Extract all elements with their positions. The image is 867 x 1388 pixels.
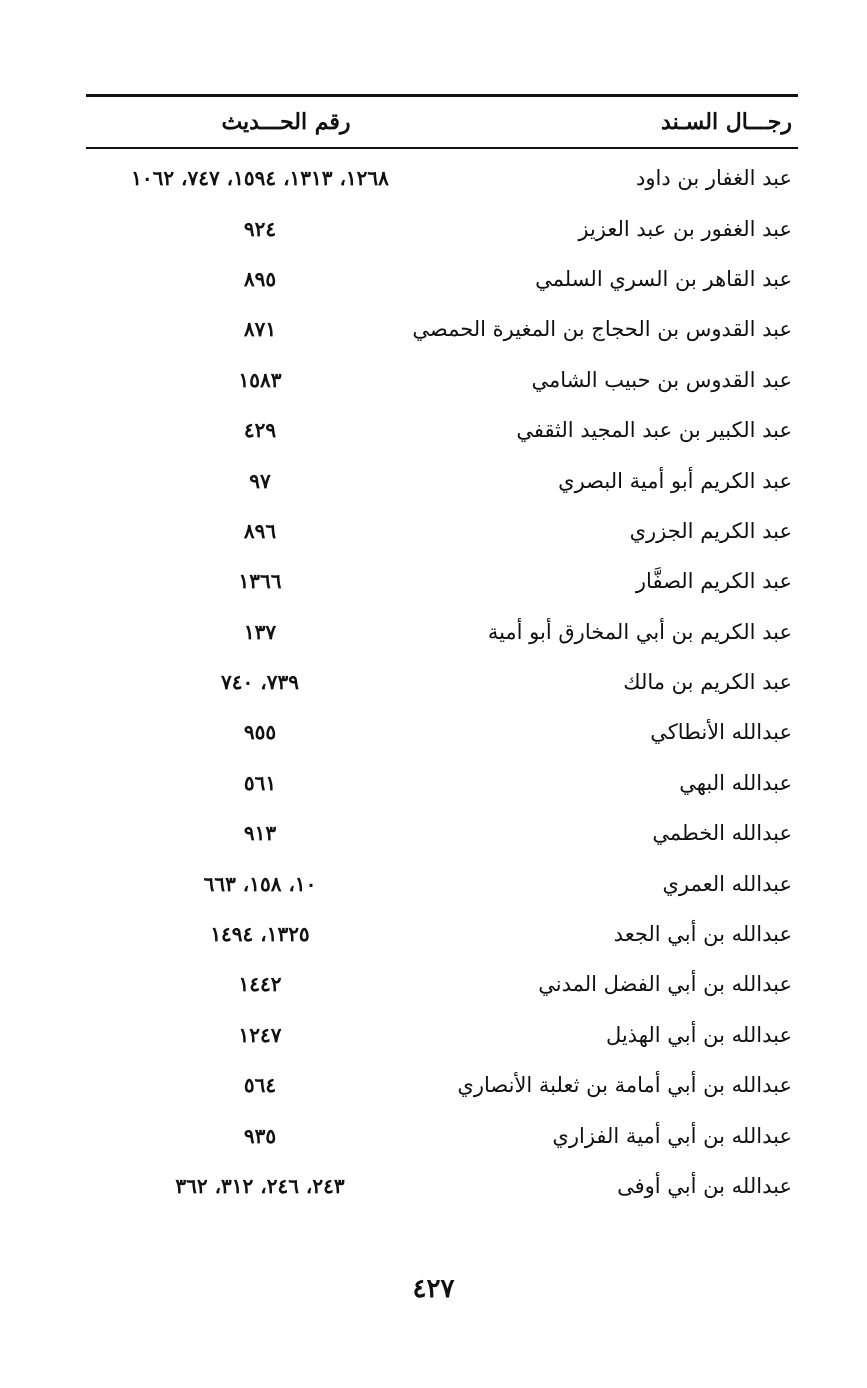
hadith-numbers: ١٠، ١٥٨، ٦٦٣ <box>203 871 317 896</box>
narrator-name: عبدالله بن أبي أمامة بن ثعلبة الأنصاري <box>457 1073 792 1098</box>
narrator-name: عبدالله بن أبي الفضل المدني <box>538 972 792 997</box>
hadith-numbers: ١٢٤٧ <box>238 1022 282 1047</box>
table-row <box>86 556 798 606</box>
hadith-numbers: ٩٣٥ <box>243 1123 277 1148</box>
table-header-row <box>86 97 798 147</box>
header-hadith-number-label: رقم الحـــديث <box>221 109 351 135</box>
hadith-numbers: ١٣٦٦ <box>238 569 282 594</box>
table-row <box>86 304 798 354</box>
narrator-name: عبدالله بن أبي الجعد <box>613 922 792 947</box>
table-header-rule <box>86 147 798 149</box>
narrator-name: عبد القدوس بن الحجاج بن المغيرة الحمصي <box>412 317 792 342</box>
hadith-numbers: ١٢٦٨، ١٣١٣، ١٥٩٤، ٧٤٧، ١٠٦٢ <box>131 166 389 191</box>
hadith-numbers: ٩١٣ <box>243 821 277 846</box>
hadith-numbers: ٨٧١ <box>243 317 277 342</box>
table-row <box>86 506 798 556</box>
hadith-numbers: ١٣٢٥، ١٤٩٤ <box>210 922 310 947</box>
table-row <box>86 909 798 959</box>
hadith-numbers: ٨٩٦ <box>243 518 277 543</box>
table-row <box>86 1010 798 1060</box>
table-row <box>86 808 798 858</box>
table-body <box>86 153 798 1211</box>
table-row <box>86 153 798 203</box>
table-row <box>86 1161 798 1211</box>
table-row <box>86 405 798 455</box>
table-row <box>86 254 798 304</box>
table-row <box>86 355 798 405</box>
hadith-numbers: ٧٣٩، ٧٤٠ <box>221 670 299 695</box>
hadith-numbers: ١٥٨٣ <box>238 367 282 392</box>
table-row <box>86 607 798 657</box>
narrator-name: عبدالله بن أبي أمية الفزاري <box>552 1123 792 1148</box>
narrator-name: عبد القدوس بن حبيب الشامي <box>531 367 792 392</box>
narrator-name: عبدالله البهي <box>679 770 792 795</box>
narrator-name: عبدالله بن أبي الهذيل <box>605 1022 792 1047</box>
hadith-numbers: ١٣٧ <box>243 619 277 644</box>
table-row <box>86 455 798 505</box>
page-number: ٤٢٧ <box>412 1274 455 1304</box>
table-row <box>86 1060 798 1110</box>
table-row <box>86 657 798 707</box>
narrator-name: عبدالله العمري <box>662 871 792 896</box>
hadith-numbers: ٨٩٥ <box>243 266 277 291</box>
narrator-name: عبد الكبير بن عبد المجيد الثقفي <box>516 418 792 443</box>
table-row <box>86 858 798 908</box>
hadith-numbers: ٩٥٥ <box>243 720 277 745</box>
hadith-numbers: ١٤٤٢ <box>238 972 282 997</box>
narrator-name: عبد الكريم الجزري <box>629 518 792 543</box>
narrator-name: عبد الغفار بن داود <box>636 166 792 191</box>
narrator-name: عبد الكريم أبو أمية البصري <box>558 468 792 493</box>
hadith-numbers: ٢٤٣، ٢٤٦، ٣١٢، ٣٦٢ <box>175 1174 345 1198</box>
hadith-numbers: ٥٦١ <box>243 770 277 795</box>
table-row <box>86 758 798 808</box>
table-row <box>86 959 798 1009</box>
narrator-name: عبد الكريم بن أبي المخارق أبو أمية <box>487 619 792 644</box>
hadith-numbers: ٤٢٩ <box>243 418 277 443</box>
narrator-name: عبد القاهر بن السري السلمي <box>535 266 792 291</box>
table-row <box>86 1110 798 1160</box>
narrator-name: عبد الكريم الصفَّار <box>635 569 792 594</box>
narrator-name: عبدالله بن أبي أوفى <box>617 1174 792 1198</box>
header-narrators-label: رجـــال السـند <box>661 109 792 135</box>
narrator-name: عبد الكريم بن مالك <box>623 670 792 695</box>
hadith-numbers: ٥٦٤ <box>243 1073 277 1098</box>
narrator-name: عبدالله الأنطاكي <box>650 720 792 745</box>
narrator-name: عبد الغفور بن عبد العزيز <box>578 216 792 241</box>
hadith-numbers: ٩٧ <box>249 468 271 493</box>
table-row <box>86 203 798 253</box>
narrator-name: عبدالله الخطمي <box>652 821 792 846</box>
hadith-numbers: ٩٢٤ <box>243 216 277 241</box>
narrators-index-table <box>86 94 798 1211</box>
table-row <box>86 707 798 757</box>
